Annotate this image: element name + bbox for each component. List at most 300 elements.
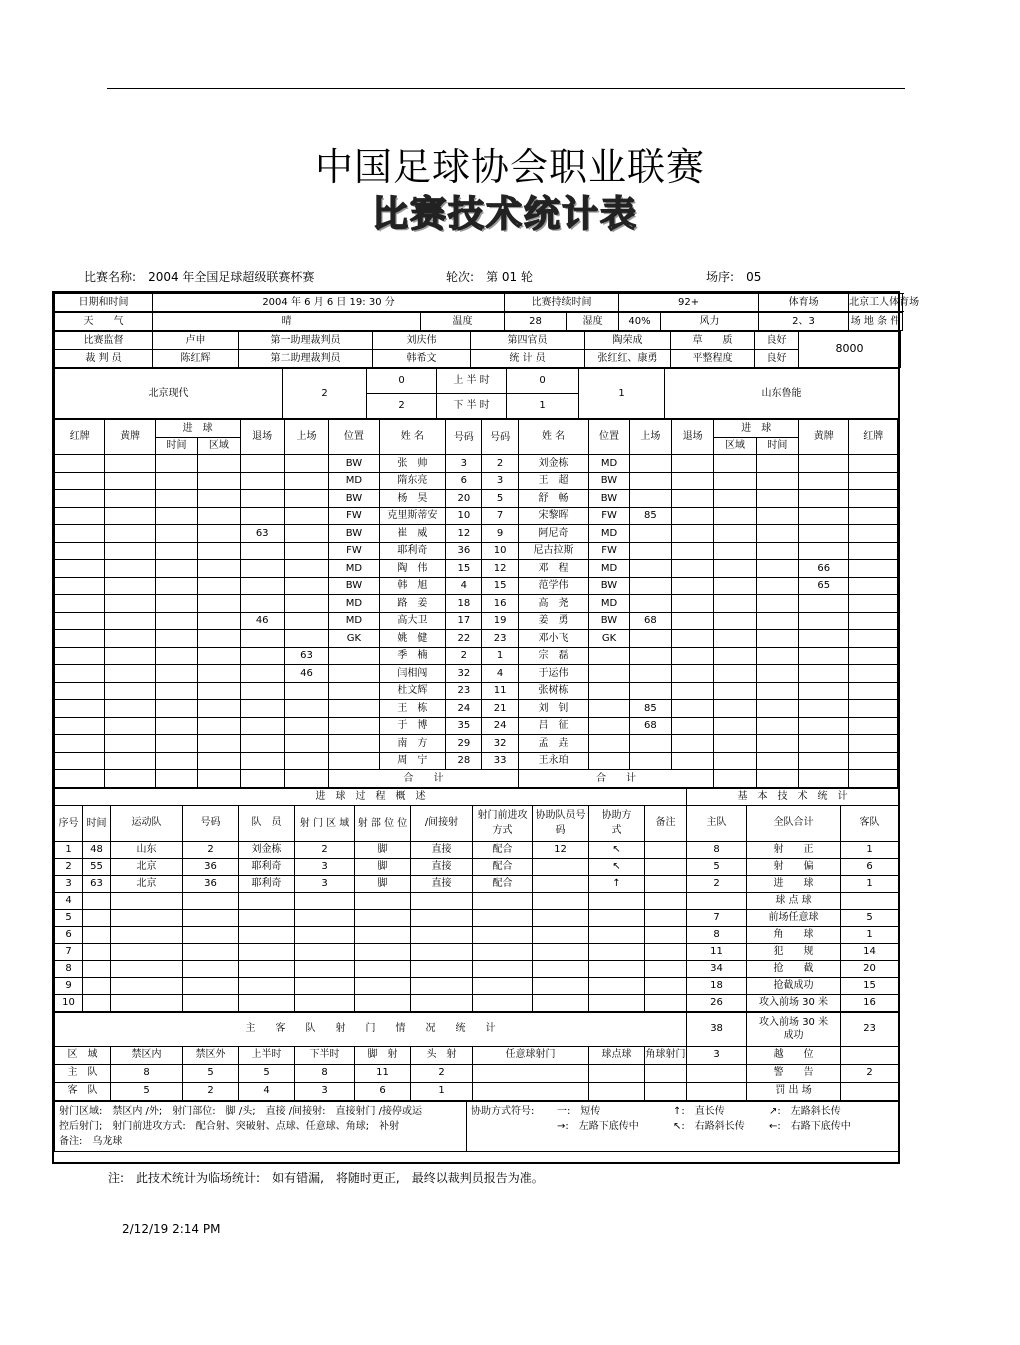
- home-red-head: 红牌: [55, 420, 105, 455]
- away-on-time: [629, 735, 671, 753]
- home-yellow-head: 黄牌: [105, 420, 155, 455]
- away-on-head: 上场: [629, 420, 671, 455]
- home-zone-head: 区域: [198, 437, 240, 455]
- away-goal-time: [756, 630, 798, 648]
- away-position: [589, 752, 629, 770]
- timestamp: 2/12/19 2:14 PM: [122, 1222, 221, 1236]
- goal-body-part: [355, 926, 411, 943]
- home-red: [55, 752, 105, 770]
- away-red: [849, 472, 898, 490]
- stat-label-0: 射 正: [747, 841, 841, 858]
- home-goal-zone: [198, 752, 240, 770]
- lineup-row: [55, 630, 898, 648]
- away-red-head: 红牌: [849, 420, 898, 455]
- humidity-label: 湿度: [567, 313, 619, 331]
- home-red: [55, 665, 105, 683]
- shots-head-9: 角球射门: [645, 1046, 687, 1064]
- away-position: GK: [589, 630, 629, 648]
- home-player-number: 24: [446, 700, 482, 718]
- home-player-number: 36: [446, 542, 482, 560]
- goal-player: [239, 926, 295, 943]
- stat-away-10: 23: [841, 1012, 899, 1046]
- home-player-number: 18: [446, 595, 482, 613]
- home-off-head: 退场: [240, 420, 284, 455]
- home-yellow: [105, 472, 155, 490]
- away-red: [849, 525, 898, 543]
- shots-away-5: 1: [411, 1082, 473, 1100]
- away-red: [849, 577, 898, 595]
- stat-away-0: 1: [841, 841, 899, 858]
- home-player-name: 姚 健: [379, 630, 446, 648]
- away-on-time: [629, 665, 671, 683]
- home-yellow: [105, 525, 155, 543]
- stat-away-9: 16: [841, 994, 899, 1011]
- goal-assist-way: [589, 909, 645, 926]
- away-yellow: [799, 735, 849, 753]
- goal-row: [55, 977, 899, 994]
- home-player-name: 杜文辉: [379, 682, 446, 700]
- player-head: 队 员: [239, 805, 295, 841]
- stat-label-12: 警 告: [747, 1064, 841, 1082]
- away-position: FW: [589, 542, 629, 560]
- home-on-time: 46: [284, 665, 328, 683]
- shots-home-8: [645, 1064, 687, 1082]
- home-player-name: 周 宁: [379, 752, 446, 770]
- away-goals: 1: [579, 369, 665, 419]
- away-off-time: [672, 577, 714, 595]
- home-position: BW: [329, 455, 379, 473]
- away-on-time: 85: [629, 700, 671, 718]
- goal-direct: 直接: [411, 841, 473, 858]
- away-goal-time: [756, 647, 798, 665]
- home-position: [329, 752, 379, 770]
- goal-team: [111, 977, 183, 994]
- goal-attack: [473, 909, 533, 926]
- goal-zone: [295, 892, 355, 909]
- home-on-time: [284, 577, 328, 595]
- goal-body-part: 脚: [355, 875, 411, 892]
- home-yellow: [105, 647, 155, 665]
- goal-seq: 4: [55, 892, 83, 909]
- home-position: [329, 647, 379, 665]
- home-red: [55, 560, 105, 578]
- shots-home-label: 主 队: [55, 1064, 111, 1082]
- goal-zone: 2: [295, 841, 355, 858]
- home-on-time: 63: [284, 647, 328, 665]
- goal-attack: 配合: [473, 875, 533, 892]
- home-off-time: [240, 472, 284, 490]
- home-first-half: 0: [367, 369, 437, 394]
- home-off-time: [240, 630, 284, 648]
- stat-away-2: 1: [841, 875, 899, 892]
- home-player-name: 耶利奇: [379, 542, 446, 560]
- away-player-name: 刘金栋: [518, 455, 589, 473]
- lineup-table: [54, 419, 898, 788]
- shots-head-6: 头 射: [411, 1046, 473, 1064]
- home-on-time: [284, 472, 328, 490]
- home-red: [55, 630, 105, 648]
- away-goal-zone: [714, 455, 756, 473]
- goal-player: [239, 977, 295, 994]
- away-position: [589, 717, 629, 735]
- away-time-head: 时间: [756, 437, 798, 455]
- away-player-number: 15: [482, 577, 518, 595]
- num-head: 号码: [183, 805, 239, 841]
- home-on-time: [284, 717, 328, 735]
- home-red: [55, 525, 105, 543]
- goal-note: [645, 875, 687, 892]
- away-goal-zone: [714, 490, 756, 508]
- home-on-time: [284, 735, 328, 753]
- away-off-time: [672, 717, 714, 735]
- away-player-number: 2: [482, 455, 518, 473]
- home-red: [55, 612, 105, 630]
- lineup-row: [55, 455, 898, 473]
- shots-home-7: [589, 1064, 645, 1082]
- home-off-time: [240, 717, 284, 735]
- duration-label: 比赛持续时间: [505, 294, 619, 312]
- home-goal-time: [155, 612, 197, 630]
- goal-body-part: [355, 909, 411, 926]
- lineup-row: [55, 560, 898, 578]
- goal-seq: 6: [55, 926, 83, 943]
- home-off-time: [240, 647, 284, 665]
- shots-title: 主 客 队 射 门 情 况 统 计: [55, 1012, 687, 1046]
- away-player-name: 宗 磊: [518, 647, 589, 665]
- direct-head: /间接射: [411, 805, 473, 841]
- home-player-number: 20: [446, 490, 482, 508]
- home-goal-time: [155, 577, 197, 595]
- away-off-time: [672, 752, 714, 770]
- shots-home-0: 8: [111, 1064, 183, 1082]
- goal-note: [645, 909, 687, 926]
- away-yellow: [799, 525, 849, 543]
- ar1-value: 刘庆伟: [373, 332, 471, 350]
- shots-home-3: 8: [295, 1064, 355, 1082]
- team-head: 运动队: [111, 805, 183, 841]
- home-on-time: [284, 490, 328, 508]
- stat-home-6: 11: [687, 943, 747, 960]
- away-goal-head: 进 球: [714, 420, 799, 438]
- shots-away-4: 6: [355, 1082, 411, 1100]
- home-player-number: 22: [446, 630, 482, 648]
- goal-zone: [295, 994, 355, 1011]
- home-off-time: [240, 507, 284, 525]
- goal-player: 耶利奇: [239, 858, 295, 875]
- away-player-name: 孟 垚: [518, 735, 589, 753]
- goal-number: 36: [183, 858, 239, 875]
- goal-player: [239, 943, 295, 960]
- home-goal-time: [155, 595, 197, 613]
- stadium-value: 北京工人体育场: [849, 294, 903, 312]
- away-on-time: 85: [629, 507, 671, 525]
- crowd-value: 8000: [799, 332, 901, 368]
- home-position: [329, 717, 379, 735]
- stat-label-10: 攻入前场 30 米成功: [747, 1012, 841, 1046]
- footnote: 注: 此技术统计为临场统计: 如有错漏, 将随时更正, 最终以裁判员报告为准。: [108, 1171, 544, 1185]
- away-goal-time: [756, 735, 798, 753]
- away-yellow: [799, 682, 849, 700]
- away-goal-time: [756, 752, 798, 770]
- ar2-label: 第二助理裁判员: [239, 350, 373, 368]
- goal-assist-way: ↑: [589, 875, 645, 892]
- home-red: [55, 700, 105, 718]
- away-red: [849, 647, 898, 665]
- attack-head: 射门前进攻方式: [473, 805, 533, 841]
- home-goal-time: [155, 455, 197, 473]
- shots-away-6: [473, 1082, 589, 1100]
- stat-away-1: 6: [841, 858, 899, 875]
- home-red: [55, 595, 105, 613]
- goal-row: [55, 909, 899, 926]
- goal-seq: 7: [55, 943, 83, 960]
- away-player-name: 舒 畅: [518, 490, 589, 508]
- shots-head-1: 禁区内: [111, 1046, 183, 1064]
- home-time-head: 时间: [155, 437, 197, 455]
- weather-value: 晴: [153, 313, 421, 331]
- home-goal-zone: [198, 717, 240, 735]
- home-position: [329, 735, 379, 753]
- shots-away-8: [645, 1082, 687, 1100]
- home-yellow: [105, 700, 155, 718]
- home-player-name: 韩 旭: [379, 577, 446, 595]
- away-goal-zone: [714, 752, 756, 770]
- goal-body-part: [355, 977, 411, 994]
- home-position: FW: [329, 542, 379, 560]
- home-off-time: [240, 490, 284, 508]
- stat-home-5: 8: [687, 926, 747, 943]
- away-goal-time: [756, 542, 798, 560]
- goal-team: [111, 960, 183, 977]
- goal-note: [645, 960, 687, 977]
- goal-assist-way: [589, 960, 645, 977]
- goal-direct: [411, 909, 473, 926]
- goal-assist-way: [589, 994, 645, 1011]
- goal-seq: 2: [55, 858, 83, 875]
- home-player-number: 6: [446, 472, 482, 490]
- home-player-name: 路 姜: [379, 595, 446, 613]
- home-goal-zone: [198, 595, 240, 613]
- home-off-time: [240, 752, 284, 770]
- stat-home-11: 3: [687, 1046, 747, 1064]
- stats-sheet: [52, 291, 920, 1164]
- home-off-time: [240, 542, 284, 560]
- home-player-number: 10: [446, 507, 482, 525]
- home-goal-zone: [198, 612, 240, 630]
- away-goal-time: [756, 612, 798, 630]
- home-pos-head: 位置: [329, 420, 379, 455]
- home-player-name: 于 博: [379, 717, 446, 735]
- away-player-number: 7: [482, 507, 518, 525]
- away-player-name: 范学伟: [518, 577, 589, 595]
- away-goal-zone: [714, 560, 756, 578]
- stat-home-0: 8: [687, 841, 747, 858]
- goal-direct: 直接: [411, 875, 473, 892]
- basic-stats-title: 基 本 技 术 统 计: [687, 788, 899, 805]
- away-on-time: [629, 647, 671, 665]
- goal-assist-number: 12: [533, 841, 589, 858]
- home-player-name: 高大卫: [379, 612, 446, 630]
- home-goal-time: [155, 630, 197, 648]
- away-yellow: [799, 507, 849, 525]
- home-total-label: 合 计: [329, 770, 519, 788]
- away-player-number: 4: [482, 665, 518, 683]
- goal-row: [55, 892, 899, 909]
- away-player-number: 19: [482, 612, 518, 630]
- goal-note: [645, 943, 687, 960]
- shots-head-7: 任意球射门: [473, 1046, 589, 1064]
- home-goal-zone: [198, 665, 240, 683]
- home-goal-time: [155, 665, 197, 683]
- home-on-time: [284, 612, 328, 630]
- goal-row: [55, 841, 899, 858]
- home-player-number: 15: [446, 560, 482, 578]
- home-goal-time: [155, 735, 197, 753]
- away-goal-time: [756, 472, 798, 490]
- away-position: [589, 735, 629, 753]
- home-goal-zone: [198, 577, 240, 595]
- away-player-name: 王 超: [518, 472, 589, 490]
- away-yellow: 65: [799, 577, 849, 595]
- goal-zone: [295, 909, 355, 926]
- away-player-name: 王永珀: [518, 752, 589, 770]
- sub-row: [55, 647, 898, 665]
- goal-zone: [295, 977, 355, 994]
- shots-head-3: 上半时: [239, 1046, 295, 1064]
- sub-row: [55, 752, 898, 770]
- goal-time: 48: [83, 841, 111, 858]
- away-player-name: 刘 钊: [518, 700, 589, 718]
- stat-home-12: [687, 1064, 747, 1082]
- away-off-time: [672, 735, 714, 753]
- home-red: [55, 455, 105, 473]
- home-goal-time: [155, 490, 197, 508]
- home-player-name: 克里斯蒂安: [379, 507, 446, 525]
- goal-direct: [411, 994, 473, 1011]
- home-on-time: [284, 595, 328, 613]
- away-yellow: [799, 455, 849, 473]
- goal-row: [55, 875, 899, 892]
- home-position: [329, 700, 379, 718]
- shots-home-4: 11: [355, 1064, 411, 1082]
- stat-label-7: 抢 截: [747, 960, 841, 977]
- away-position: [589, 700, 629, 718]
- stat-away-5: 1: [841, 926, 899, 943]
- home-second-half: 2: [367, 394, 437, 419]
- away-on-time: [629, 455, 671, 473]
- away-position: MD: [589, 595, 629, 613]
- time-head: 时间: [83, 805, 111, 841]
- stat-label-5: 角 球: [747, 926, 841, 943]
- stat-away-7: 20: [841, 960, 899, 977]
- match-info-table-2: [54, 312, 903, 331]
- lineup-row: [55, 472, 898, 490]
- away-player-name: 邓 程: [518, 560, 589, 578]
- goal-body-part: 脚: [355, 841, 411, 858]
- away-goal-zone: [714, 577, 756, 595]
- home-goal-zone: [198, 472, 240, 490]
- goal-assist-way: ↖: [589, 841, 645, 858]
- away-player-number: 1: [482, 647, 518, 665]
- lineup-row: [55, 507, 898, 525]
- away-position: MD: [589, 525, 629, 543]
- home-position: MD: [329, 560, 379, 578]
- duration-value: 92+: [619, 294, 759, 312]
- shots-away-label: 客 队: [55, 1082, 111, 1100]
- goal-row: [55, 994, 899, 1011]
- stat-label-3: 球 点 球: [747, 892, 841, 909]
- goal-player: 刘金栋: [239, 841, 295, 858]
- away-goal-time: [756, 595, 798, 613]
- wind-value: 2、3: [759, 313, 849, 331]
- away-first-half: 0: [507, 369, 579, 394]
- home-player-number: 17: [446, 612, 482, 630]
- away-player-name: 于运伟: [518, 665, 589, 683]
- round: 轮次: 第 01 轮: [446, 270, 533, 284]
- goal-row: [55, 960, 899, 977]
- goal-team: [111, 926, 183, 943]
- lineup-row: [55, 612, 898, 630]
- away-off-time: [672, 595, 714, 613]
- goal-assist-number: [533, 943, 589, 960]
- stats-label: 统 计 员: [471, 350, 585, 368]
- ar1-label: 第一助理裁判员: [239, 332, 373, 350]
- away-red: [849, 752, 898, 770]
- away-off-time: [672, 647, 714, 665]
- goal-assist-number: [533, 909, 589, 926]
- home-position: FW: [329, 507, 379, 525]
- goal-number: [183, 960, 239, 977]
- goal-row: [55, 926, 899, 943]
- goal-player: [239, 960, 295, 977]
- date-label: 日期和时间: [55, 294, 153, 312]
- away-off-time: [672, 665, 714, 683]
- away-position: BW: [589, 490, 629, 508]
- supervisor-label: 比赛监督: [55, 332, 153, 350]
- goal-time: [83, 960, 111, 977]
- away-player-number: 21: [482, 700, 518, 718]
- away-player-number: 16: [482, 595, 518, 613]
- stat-label-4: 前场任意球: [747, 909, 841, 926]
- away-off-time: [672, 472, 714, 490]
- goal-seq: 8: [55, 960, 83, 977]
- away-player-name: 尼古拉斯: [518, 542, 589, 560]
- legend-right: 协助方式符号: 一: 短传 ↑: 直长传 ↗: 左路斜长传 →: 左路下底传中 ↖: 右路斜长传 ←: 右路下底传中: [467, 1101, 899, 1151]
- away-on-time: [629, 630, 671, 648]
- away-team: 山东鲁能: [665, 369, 899, 419]
- zone-head: 射 门 区 域: [295, 805, 355, 841]
- goal-number: [183, 909, 239, 926]
- goal-row: [55, 858, 899, 875]
- home-goals: 2: [283, 369, 367, 419]
- away-yellow: [799, 700, 849, 718]
- stat-label-8: 抢截成功: [747, 977, 841, 994]
- stat-home-9: 26: [687, 994, 747, 1011]
- home-player-name: 闫相闯: [379, 665, 446, 683]
- away-player-number: 12: [482, 560, 518, 578]
- home-on-time: [284, 700, 328, 718]
- referee-value: 陈红辉: [153, 350, 239, 368]
- goal-body-part: [355, 892, 411, 909]
- away-off-head: 退场: [672, 420, 714, 455]
- away-yellow: [799, 612, 849, 630]
- away-yellow: [799, 630, 849, 648]
- away-goal-time: [756, 665, 798, 683]
- shots-home-5: 2: [411, 1064, 473, 1082]
- shots-head-0: 区 域: [55, 1046, 111, 1064]
- away-goal-zone: [714, 595, 756, 613]
- away-off-time: [672, 455, 714, 473]
